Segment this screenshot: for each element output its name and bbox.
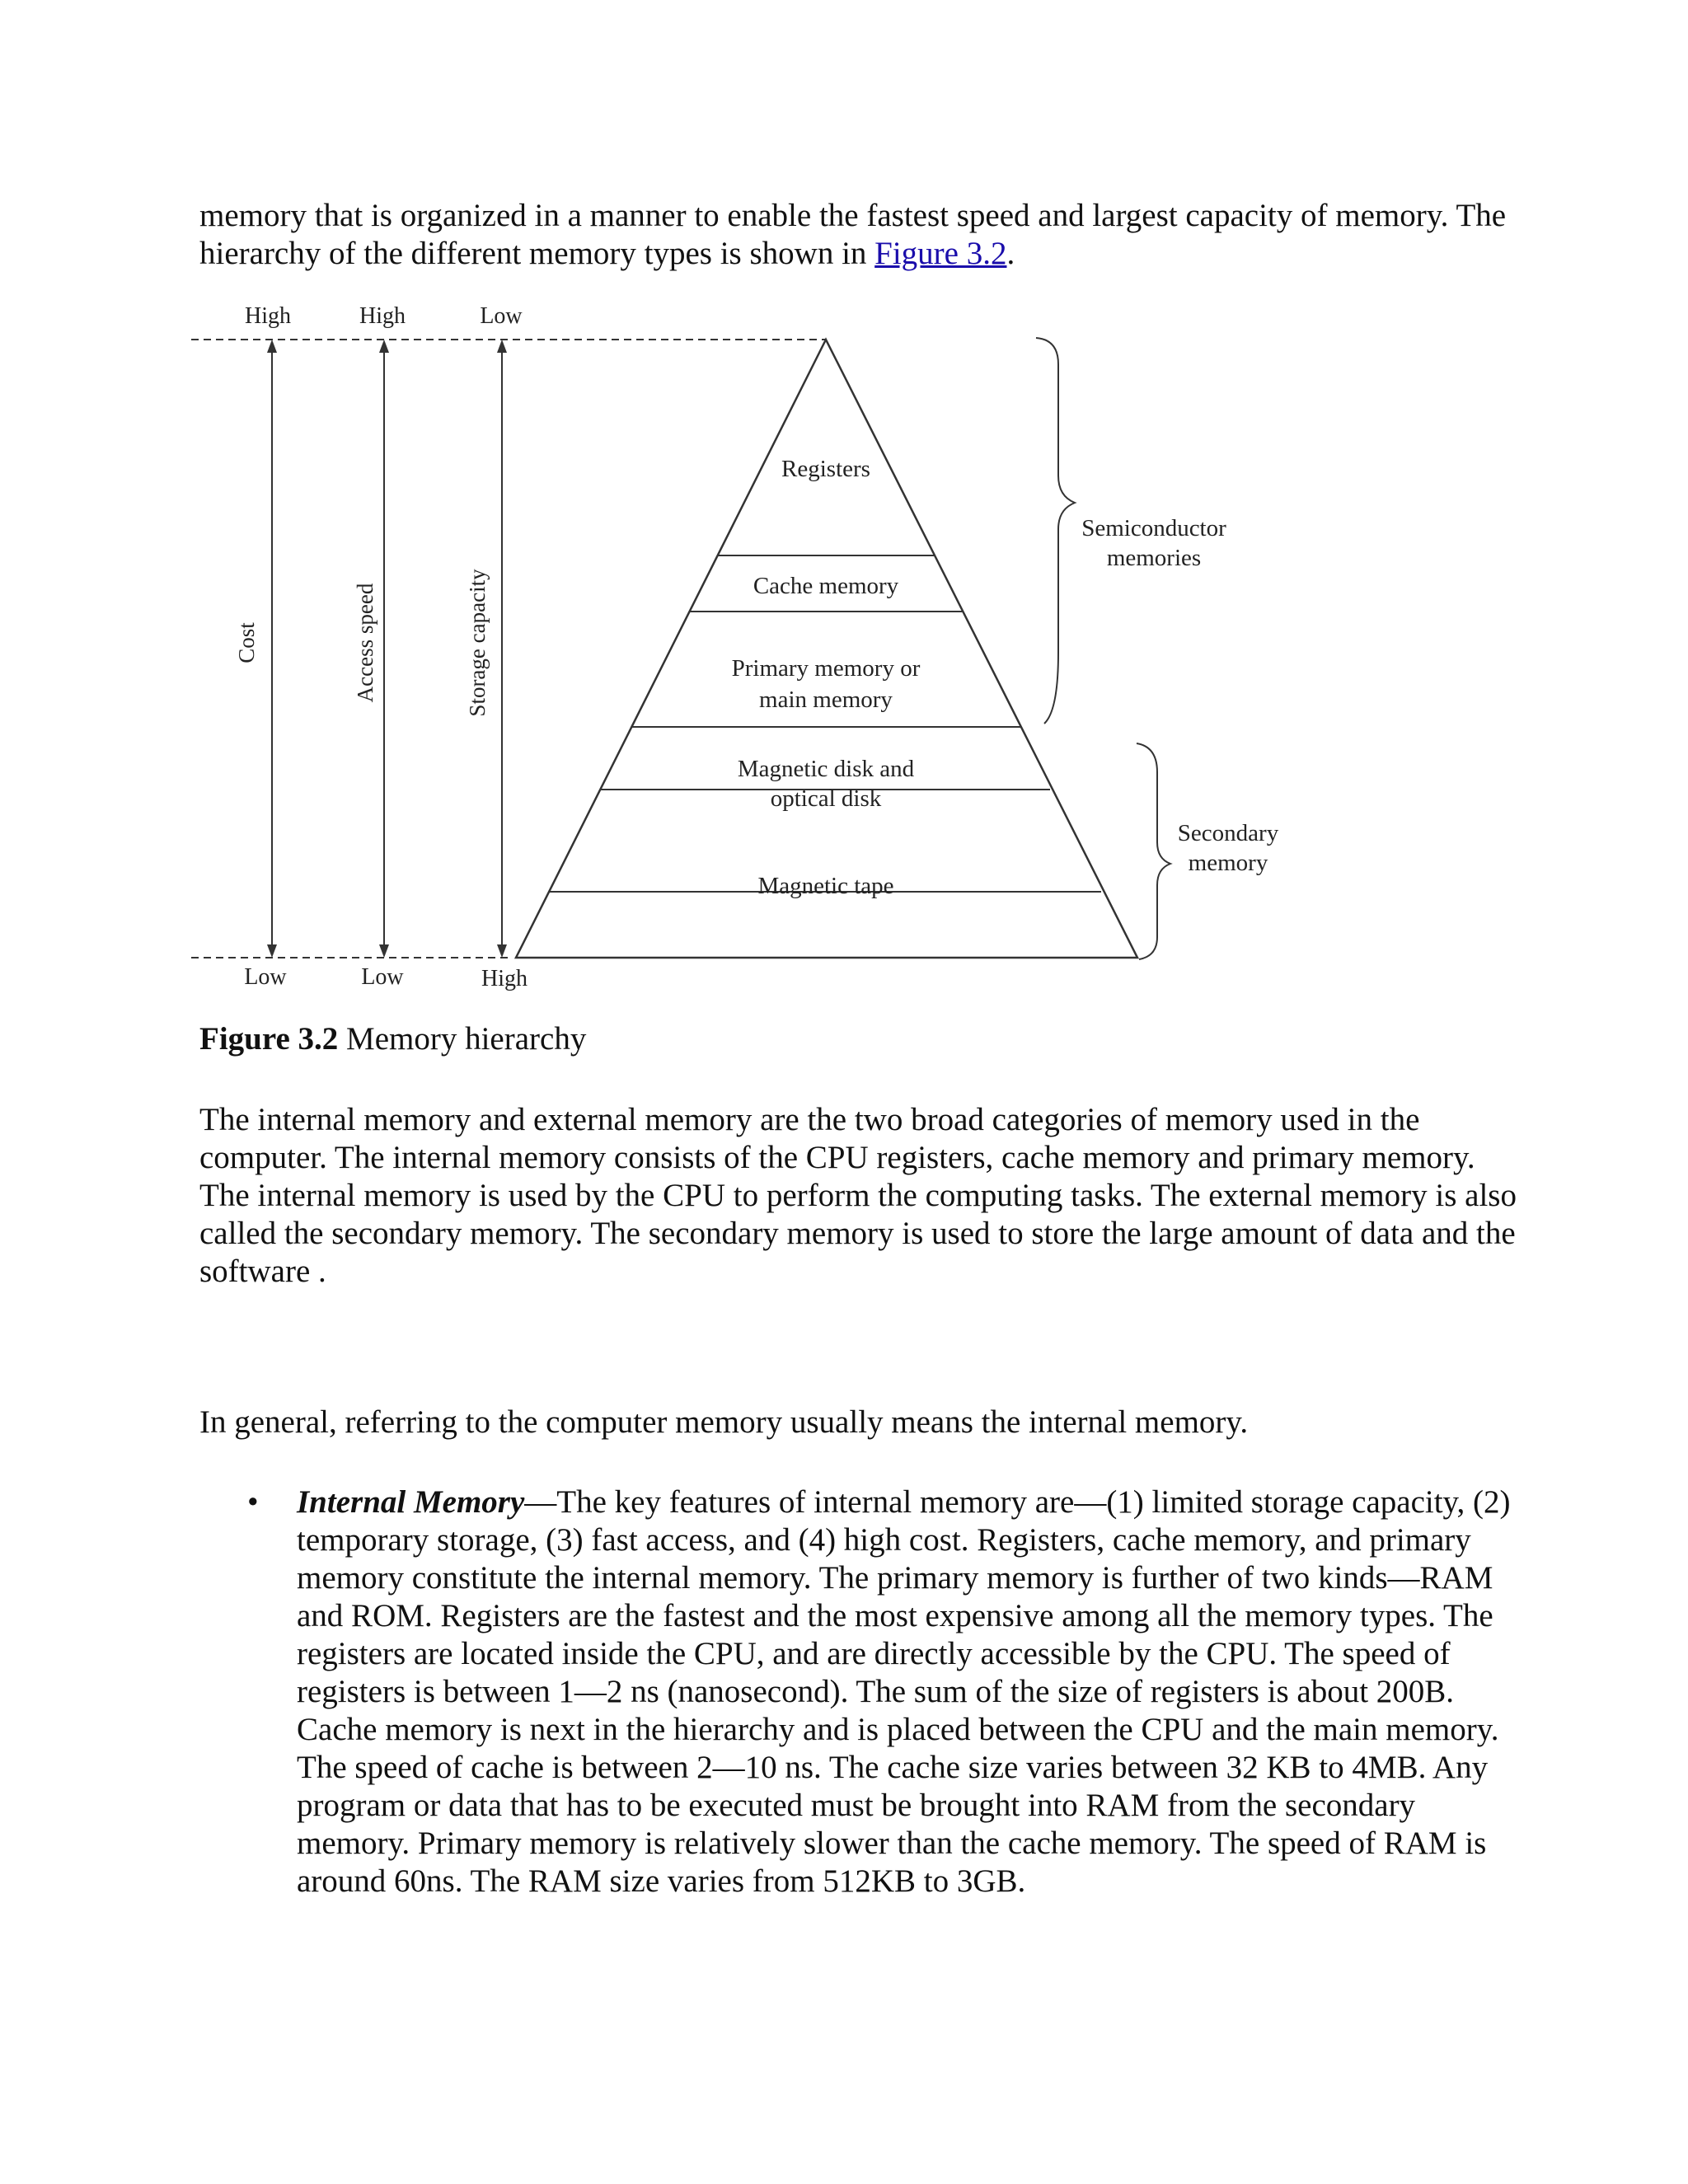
cost-arrowhead-down (267, 944, 277, 958)
semiconductor-brace (1036, 338, 1075, 724)
storage-capacity-axis-label: Storage capacity (465, 569, 490, 717)
memory-hierarchy-diagram (191, 298, 1345, 999)
capacity-arrowhead-down (497, 944, 507, 958)
primary-memory-label-line2: main memory (759, 687, 893, 713)
intro-paragraph (199, 197, 1535, 273)
primary-memory-label-line1: Primary memory or (731, 655, 921, 682)
pyramid-outline (516, 340, 1137, 958)
magnetic-disk-label-line1: Magnetic disk and (737, 756, 915, 782)
cost-bottom-label: Low (244, 964, 287, 990)
speed-arrowhead-down (379, 944, 389, 958)
access-speed-axis-label: Access speed (353, 583, 377, 703)
speed-arrowhead-up (379, 340, 389, 353)
caption-text: Memory hierarchy (338, 1021, 587, 1057)
cache-memory-label: Cache memory (753, 573, 899, 599)
semiconductor-label-line1: Semiconductor (1081, 515, 1226, 541)
secondary-brace (1137, 743, 1170, 959)
magnetic-disk-label-line2: optical disk (770, 785, 882, 812)
magnetic-tape-label: Magnetic tape (757, 873, 894, 899)
internal-memory-term: Internal Memory (297, 1484, 525, 1520)
capacity-top-label: Low (480, 303, 523, 329)
capacity-bottom-label: High (481, 966, 528, 991)
capacity-arrowhead-up (497, 340, 507, 353)
caption-label: Figure 3.2 (199, 1021, 339, 1057)
speed-bottom-label: Low (361, 964, 404, 990)
bullet-list (199, 1483, 1518, 1900)
semiconductor-label-line2: memories (1106, 545, 1202, 571)
cost-top-label: High (245, 303, 291, 329)
intro-period: . (1006, 236, 1015, 271)
figure-caption (199, 1020, 586, 1058)
internal-memory-description: —The key features of internal memory are—(1) limited storage capacity, (2) temporary storage, (3) fast access, and (4) high cost. Registers, cache memory, and primary memory constitute the internal memory. The primary memory is further of two kinds—RAM and ROM. Registers are the fastest and the most expensive among all the memory types. The registers are located inside the CPU, and are directly accessible by the CPU. The speed of registers is between 1—2 ns (nanosecond). The sum of the size of registers is about 200B. Cache memory is next in the hierarchy and is placed between the CPU and the main memory. The speed of cache is between 2—10 ns. The cache size varies between 32 KB to 4MB. Any program or data that has to be executed must be brought into RAM from the secondary memory. Primary memory is relatively slower than the cache memory. The speed of RAM is around 60ns. The RAM size varies from 512KB to 3GB. (297, 1484, 1511, 1899)
cost-axis-label: Cost (234, 622, 259, 663)
list-item (199, 1483, 1518, 1900)
cost-arrowhead-up (267, 340, 277, 353)
speed-top-label: High (359, 303, 406, 329)
figure-link[interactable]: Figure 3.2 (874, 236, 1007, 271)
secondary-label-line1: Secondary (1177, 820, 1279, 846)
intro-text: memory that is organized in a manner to enable the fastest speed and largest capacity of memory. The hierarchy of the different memory types is shown in (199, 198, 1507, 271)
registers-label: Registers (781, 456, 870, 482)
secondary-label-line2: memory (1188, 850, 1268, 876)
memory-categories-paragraph: The internal memory and external memory are the two broad categories of memory used in the computer. The internal memory consists of the CPU registers, cache memory and primary memory. The internal memory is used by the CPU to perform the computing tasks. The external memory is also called the secondary memory. The secondary memory is used to store the large amount of data and the software . (199, 1102, 1517, 1289)
general-paragraph: In general, referring to the computer memory usually means the internal memory. (199, 1404, 1249, 1440)
bullet-marker: • (247, 1484, 259, 1520)
